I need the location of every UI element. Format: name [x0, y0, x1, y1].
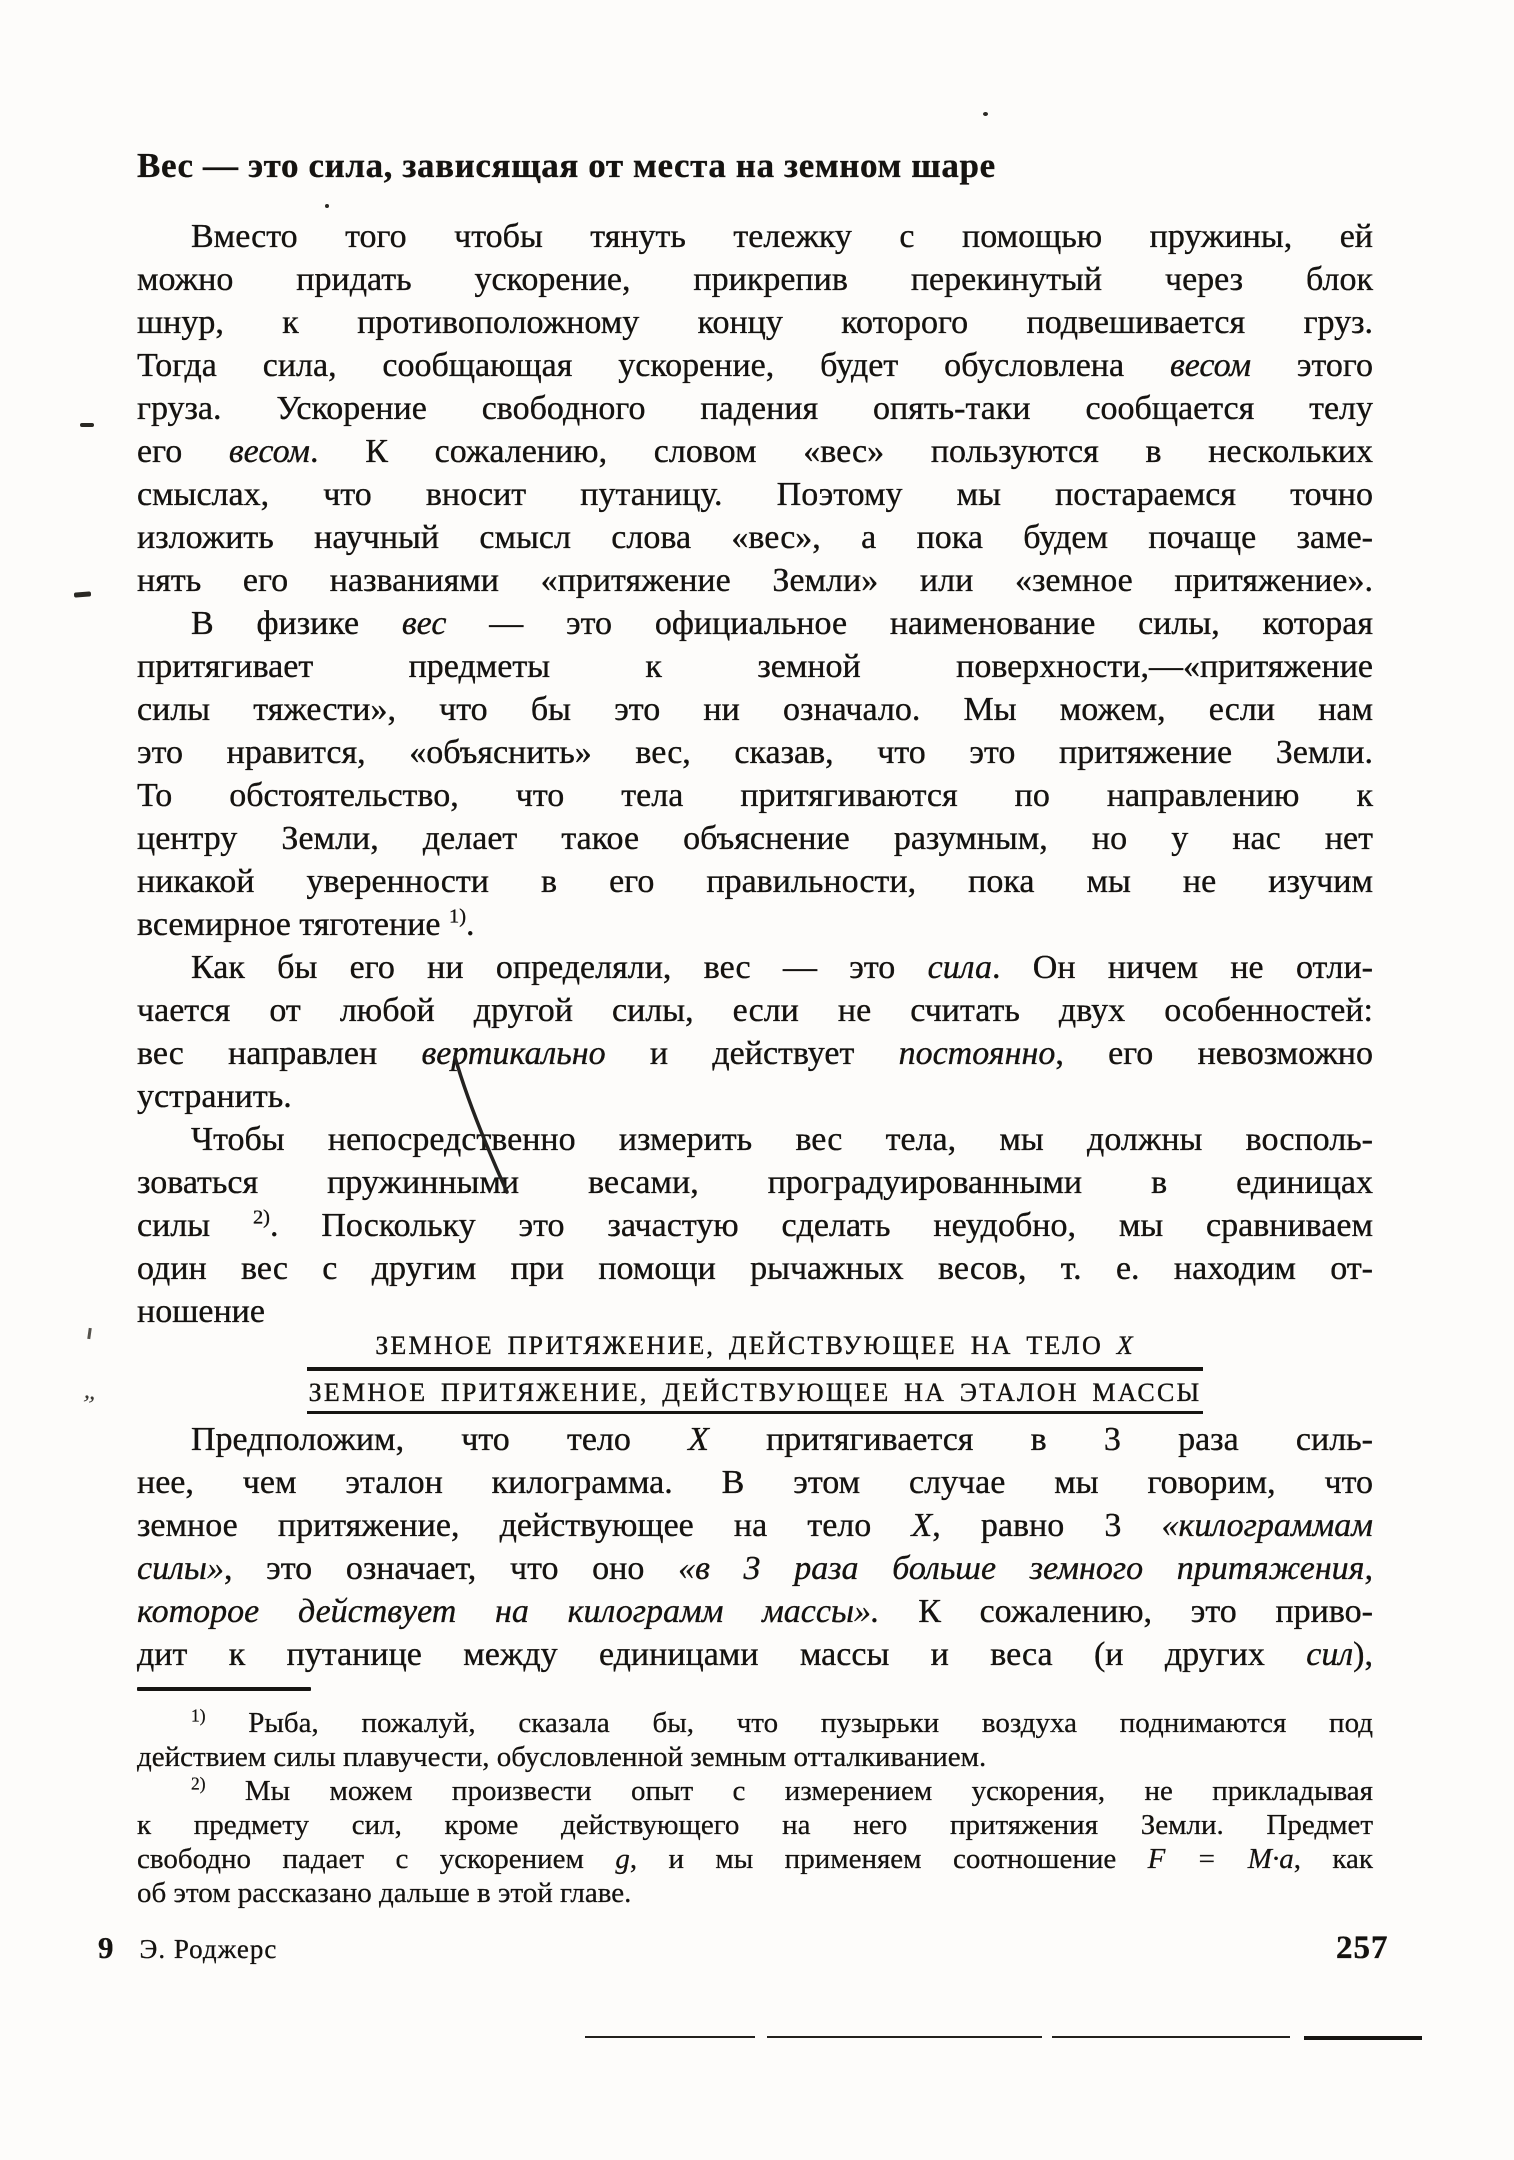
italic-text: которое действует на килограмм массы». [137, 1593, 880, 1630]
italic-text: сил [1306, 1636, 1354, 1673]
text-segment: это нравится, «объяснить» вес, сказав, что это притяжение Земли. [137, 734, 1373, 771]
ratio-numerator [307, 1330, 1204, 1371]
paragraph [137, 1418, 1373, 1676]
text-line [137, 1706, 1373, 1740]
text-segment: к предмету сил, кроме действующего на него притяжения Земли. Предмет [137, 1809, 1373, 1841]
text-line [137, 1032, 1373, 1075]
bottom-scan-rule [1052, 2036, 1290, 2038]
text-line [137, 946, 1373, 989]
paragraph [137, 1774, 1373, 1910]
text-line [137, 1842, 1373, 1876]
text-line [137, 602, 1373, 645]
text-segment: Вместо того чтобы тянуть тележку с помощью пружины, ей [191, 218, 1373, 255]
text-segment: груза. Ускорение свободного падения опять-таки сообщается телу [137, 390, 1373, 427]
text-line [137, 731, 1373, 774]
text-segment: вес направлен [137, 1035, 422, 1072]
text-segment: шнур, к противоположному концу которого подвешивается груз. [137, 304, 1373, 341]
text-line [137, 688, 1373, 731]
text-line [137, 1590, 1373, 1633]
text-line [137, 344, 1373, 387]
italic-text: g [615, 1843, 630, 1875]
text-line [137, 903, 1373, 946]
footnote-marker: 2) [191, 1773, 206, 1794]
italic-text: X [911, 1507, 933, 1544]
text-segment: и действует [605, 1035, 899, 1072]
text-line [137, 1547, 1373, 1590]
ink-speck [325, 204, 329, 208]
text-segment: дит к путанице между единицами массы и веса (и других [137, 1636, 1307, 1673]
text-segment: земное притяжение, действующее на тело [137, 1507, 912, 1544]
ratio-formula [137, 1330, 1373, 1414]
text-line [137, 774, 1373, 817]
margin-quote-artifact: ” [79, 1389, 97, 1420]
text-line [137, 860, 1373, 903]
text-segment: ношение [137, 1293, 265, 1330]
italic-text: X [1116, 1331, 1135, 1360]
text-segment: — это официальное наименование силы, которая [446, 605, 1373, 642]
text-segment: . [466, 906, 475, 943]
text-segment: , его невозможно [1055, 1035, 1374, 1072]
margin-tick-artifact [87, 1328, 92, 1339]
text-segment: Рыба, пожалуй, сказала бы, что пузырьки воздуха поднимаются под [205, 1707, 1373, 1739]
margin-dash-artifact [74, 591, 91, 597]
italic-text: силы» [137, 1550, 224, 1587]
signature-name: Э. Роджерс [139, 1934, 278, 1964]
text-segment: силы [137, 1207, 253, 1244]
text-segment: можно придать ускорение, прикрепив перекинутый через блок [137, 261, 1373, 298]
text-segment: ЗЕМНОЕ ПРИТЯЖЕНИЕ, ДЕЙСТВУЮЩЕЕ НА ЭТАЛОН МАССЫ [308, 1378, 1202, 1407]
text-segment: чается от любой другой силы, если не считать двух особенностей: [137, 992, 1373, 1029]
text-segment: всемирное тяготение [137, 906, 449, 943]
bottom-scan-rule [1304, 2036, 1422, 2040]
italic-text: вертикально [421, 1035, 606, 1072]
text-segment: . Поскольку это зачастую сделать неудобно, мы сравниваем [269, 1207, 1373, 1244]
text-segment: этого [1251, 347, 1374, 384]
text-segment: один вес с другим при помощи рычажных весов, т. е. находим от- [137, 1250, 1373, 1287]
text-segment: То обстоятельство, что тела притягиваются по направлению к [137, 777, 1373, 814]
text-segment: его [137, 433, 229, 470]
footnote-marker: 1) [191, 1705, 206, 1726]
text-segment: смыслах, что вносит путаницу. Поэтому мы постараемся точно [137, 476, 1373, 513]
text-line [137, 1504, 1373, 1547]
text-segment: зоваться пружинными весами, проградуированными в единицах [137, 1164, 1373, 1201]
italic-text: сила [927, 949, 992, 986]
text-segment: нять его названиями «притяжение Земли» или «земное притяжение». [137, 562, 1373, 599]
italic-text: «килограммам [1161, 1507, 1373, 1544]
paragraph [137, 946, 1373, 1118]
text-segment: . К сожалению, словом «вес» пользуются в нескольких [309, 433, 1373, 470]
signature-number: 9 [98, 1930, 114, 1965]
text-segment: нее, чем эталон килограмма. В этом случае мы говорим, что [137, 1464, 1373, 1501]
text-line [137, 1774, 1373, 1808]
text-segment: , это означает, что оно [223, 1550, 679, 1587]
text-segment: ЗЕМНОЕ ПРИТЯЖЕНИЕ, ДЕЙСТВУЮЩЕЕ НА ТЕЛО [375, 1331, 1117, 1360]
text-line [137, 387, 1373, 430]
text-segment: об этом рассказано дальше в этой главе. [137, 1877, 632, 1909]
ratio-inner [307, 1330, 1204, 1414]
text-segment: никакой уверенности в его правильности, пока мы не изучим [137, 863, 1373, 900]
text-segment: , и мы применяем соотношение [629, 1843, 1148, 1875]
text-segment: . Он ничем не отли- [991, 949, 1373, 986]
text-segment: устранить. [137, 1078, 292, 1115]
text-line [137, 817, 1373, 860]
italic-text: весом [228, 433, 310, 470]
italic-text: весом [1169, 347, 1252, 384]
text-segment: Мы можем произвести опыт с измерением ускорения, не прикладывая [205, 1775, 1373, 1807]
italic-text: X [688, 1421, 709, 1458]
margin-dash-artifact [80, 423, 94, 427]
text-line [137, 258, 1373, 301]
paragraph [137, 215, 1373, 602]
text-segment: Тогда сила, сообщающая ускорение, будет обусловлена [137, 347, 1170, 384]
text-line [137, 1876, 1373, 1910]
text-line [137, 989, 1373, 1032]
text-line [137, 1290, 1373, 1333]
text-segment: Чтобы непосредственно измерить вес тела, мы должны восполь- [191, 1121, 1373, 1158]
ratio-denominator [307, 1371, 1204, 1414]
text-segment: Предположим, что тело [191, 1421, 689, 1458]
text-segment: свободно падает с ускорением [137, 1843, 616, 1875]
text-line [137, 1161, 1373, 1204]
text-line [137, 473, 1373, 516]
footnote-marker: 2) [252, 1206, 270, 1229]
text-line [137, 1075, 1373, 1118]
text-line [137, 516, 1373, 559]
paragraph [137, 1118, 1373, 1333]
text-segment: действием силы плавучести, обусловленной земным отталкиванием. [137, 1741, 987, 1773]
text-line [137, 645, 1373, 688]
text-line [137, 1740, 1373, 1774]
footer-signature [98, 1930, 277, 1966]
text-segment: притягивается в 3 раза силь- [708, 1421, 1373, 1458]
italic-text: вес [401, 605, 447, 642]
text-line [137, 215, 1373, 258]
italic-text: F = M·a [1147, 1843, 1294, 1875]
bottom-scan-rule [767, 2036, 1042, 2038]
section-heading: Вес — это сила, зависящая от места на земном шаре [137, 146, 996, 185]
text-segment: притягивает предметы к земной поверхности,—«притяжение [137, 648, 1373, 685]
text-segment: , как [1293, 1843, 1374, 1875]
text-line [137, 1808, 1373, 1842]
bottom-scan-rule [585, 2036, 755, 2038]
text-segment: центру Земли, делает такое объяснение разумным, но у нас нет [137, 820, 1373, 857]
text-line [137, 1118, 1373, 1161]
text-segment: Как бы его ни определяли, вес — это [191, 949, 928, 986]
footnote-marker: 1) [449, 905, 466, 928]
italic-text: постоянно [898, 1035, 1056, 1072]
ink-speck [983, 112, 988, 116]
text-line [137, 1204, 1373, 1247]
text-line [137, 1418, 1373, 1461]
text-line [137, 1247, 1373, 1290]
text-segment: К сожалению, это приво- [879, 1593, 1373, 1630]
footnotes-block [137, 1706, 1373, 1910]
paragraph [137, 1706, 1373, 1774]
paragraph [137, 602, 1373, 946]
body-text-upper [137, 215, 1373, 1333]
text-line [137, 1633, 1373, 1676]
text-segment: изложить научный смысл слова «вес», а пока будем почаще заме- [137, 519, 1373, 556]
page-number: 257 [1336, 1930, 1389, 1966]
text-line [137, 1461, 1373, 1504]
text-line [137, 301, 1373, 344]
text-segment: В физике [191, 605, 402, 642]
footnote-separator [137, 1687, 311, 1691]
italic-text: «в 3 раза больше земного притяжения, [678, 1550, 1373, 1587]
body-text-lower [137, 1418, 1373, 1676]
text-segment: , равно 3 [932, 1507, 1162, 1544]
text-line [137, 430, 1373, 473]
text-line [137, 559, 1373, 602]
text-segment: ), [1353, 1636, 1373, 1673]
text-segment: силы тяжести», что бы это ни означало. Мы можем, если нам [137, 691, 1373, 728]
